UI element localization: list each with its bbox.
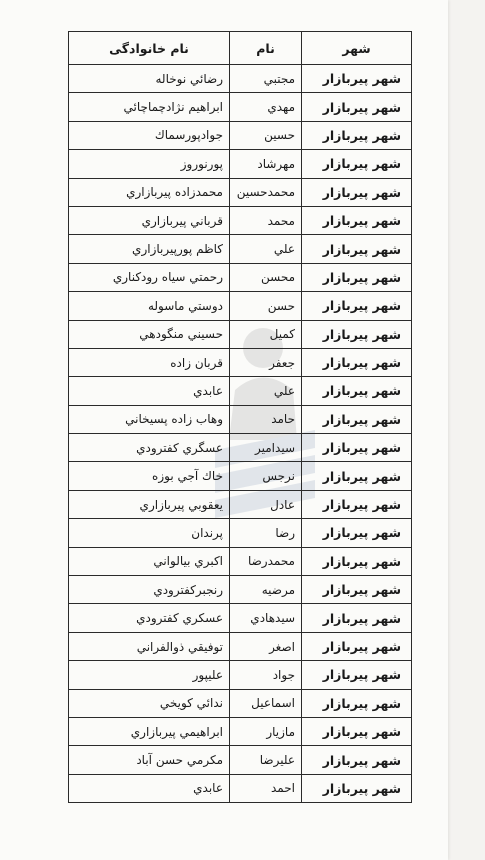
first-name-cell: نرجس — [230, 462, 302, 490]
table-row — [69, 292, 412, 320]
family-name-cell: عليپور — [69, 661, 230, 689]
header-family-name: نام خانوادگی — [69, 32, 230, 65]
first-name-cell: سيدهادي — [230, 604, 302, 632]
city-cell: شهر پیربازار — [302, 547, 412, 575]
table-row — [69, 632, 412, 660]
first-name-cell: حسن — [230, 292, 302, 320]
roster-table — [68, 31, 412, 803]
city-cell: شهر پیربازار — [302, 717, 412, 745]
city-cell: شهر پیربازار — [302, 93, 412, 121]
family-name-cell: قرباني پيربازاري — [69, 206, 230, 234]
first-name-cell: سيدامير — [230, 434, 302, 462]
city-cell: شهر پیربازار — [302, 65, 412, 93]
family-name-cell: يعقوبي پيربازاري — [69, 490, 230, 518]
family-name-cell: رنجبركفترودي — [69, 576, 230, 604]
table-body — [69, 65, 412, 803]
family-name-cell: عسكري كفترودي — [69, 604, 230, 632]
family-name-cell: عابدي — [69, 377, 230, 405]
table-row — [69, 689, 412, 717]
city-cell: شهر پیربازار — [302, 405, 412, 433]
table-row — [69, 405, 412, 433]
city-cell: شهر پیربازار — [302, 434, 412, 462]
city-cell: شهر پیربازار — [302, 206, 412, 234]
family-name-cell: وهاب زاده پسيخاني — [69, 405, 230, 433]
city-cell: شهر پیربازار — [302, 292, 412, 320]
city-cell: شهر پیربازار — [302, 689, 412, 717]
family-name-cell: كاظم پورپيربازاري — [69, 235, 230, 263]
table-row — [69, 604, 412, 632]
table-row — [69, 178, 412, 206]
family-name-cell: خاك آجي بوزه — [69, 462, 230, 490]
first-name-cell: محسن — [230, 263, 302, 291]
header-city: شهر — [302, 32, 412, 65]
city-cell: شهر پیربازار — [302, 774, 412, 802]
first-name-cell: مرضيه — [230, 576, 302, 604]
family-name-cell: محمدزاده پيربازاري — [69, 178, 230, 206]
family-name-cell: عابدي — [69, 774, 230, 802]
table-row — [69, 462, 412, 490]
first-name-cell: محمدرضا — [230, 547, 302, 575]
first-name-cell: حسين — [230, 121, 302, 149]
family-name-cell: ندائي كويخي — [69, 689, 230, 717]
family-name-cell: مكرمي حسن آباد — [69, 746, 230, 774]
table-row — [69, 206, 412, 234]
first-name-cell: محمد — [230, 206, 302, 234]
family-name-cell: جوادپورسماك — [69, 121, 230, 149]
table-row — [69, 348, 412, 376]
table-row — [69, 150, 412, 178]
first-name-cell: كميل — [230, 320, 302, 348]
first-name-cell: مهرشاد — [230, 150, 302, 178]
first-name-cell: عليرضا — [230, 746, 302, 774]
first-name-cell: مازيار — [230, 717, 302, 745]
table-row — [69, 93, 412, 121]
family-name-cell: پرندان — [69, 519, 230, 547]
city-cell: شهر پیربازار — [302, 150, 412, 178]
family-name-cell: رضائي نوخاله — [69, 65, 230, 93]
table-row — [69, 661, 412, 689]
table-row — [69, 547, 412, 575]
city-cell: شهر پیربازار — [302, 604, 412, 632]
first-name-cell: عادل — [230, 490, 302, 518]
table-row — [69, 519, 412, 547]
city-cell: شهر پیربازار — [302, 121, 412, 149]
table-row — [69, 65, 412, 93]
first-name-cell: اسماعيل — [230, 689, 302, 717]
city-cell: شهر پیربازار — [302, 235, 412, 263]
city-cell: شهر پیربازار — [302, 519, 412, 547]
city-cell: شهر پیربازار — [302, 377, 412, 405]
first-name-cell: مهدي — [230, 93, 302, 121]
city-cell: شهر پیربازار — [302, 576, 412, 604]
header-first-name: نام — [230, 32, 302, 65]
first-name-cell: اصغر — [230, 632, 302, 660]
first-name-cell: علي — [230, 377, 302, 405]
family-name-cell: حسيني منگودهي — [69, 320, 230, 348]
table-row — [69, 490, 412, 518]
first-name-cell: جواد — [230, 661, 302, 689]
table-row — [69, 746, 412, 774]
family-name-cell: اكبري بيالواني — [69, 547, 230, 575]
first-name-cell: مجتبي — [230, 65, 302, 93]
table-row — [69, 434, 412, 462]
family-name-cell: پورنوروز — [69, 150, 230, 178]
family-name-cell: ابراهيمي پيربازاري — [69, 717, 230, 745]
table-row — [69, 717, 412, 745]
city-cell: شهر پیربازار — [302, 320, 412, 348]
city-cell: شهر پیربازار — [302, 746, 412, 774]
table-row — [69, 774, 412, 802]
first-name-cell: جعفر — [230, 348, 302, 376]
header-row — [69, 32, 412, 65]
family-name-cell: قربان زاده — [69, 348, 230, 376]
city-cell: شهر پیربازار — [302, 490, 412, 518]
table-row — [69, 121, 412, 149]
family-name-cell: توفيقي ذوالفراني — [69, 632, 230, 660]
city-cell: شهر پیربازار — [302, 263, 412, 291]
city-cell: شهر پیربازار — [302, 348, 412, 376]
first-name-cell: احمد — [230, 774, 302, 802]
first-name-cell: محمدحسين — [230, 178, 302, 206]
first-name-cell: علي — [230, 235, 302, 263]
table-row — [69, 235, 412, 263]
family-name-cell: دوستي ماسوله — [69, 292, 230, 320]
family-name-cell: ابراهيم نژادچماچائي — [69, 93, 230, 121]
family-name-cell: عسگري كفترودي — [69, 434, 230, 462]
table-row — [69, 576, 412, 604]
city-cell: شهر پیربازار — [302, 178, 412, 206]
table-row — [69, 320, 412, 348]
city-cell: شهر پیربازار — [302, 632, 412, 660]
first-name-cell: حامد — [230, 405, 302, 433]
city-cell: شهر پیربازار — [302, 462, 412, 490]
table-row — [69, 377, 412, 405]
city-cell: شهر پیربازار — [302, 661, 412, 689]
family-name-cell: رحمتي سياه رودكناري — [69, 263, 230, 291]
first-name-cell: رضا — [230, 519, 302, 547]
roster-table-container — [68, 31, 411, 803]
table-row — [69, 263, 412, 291]
